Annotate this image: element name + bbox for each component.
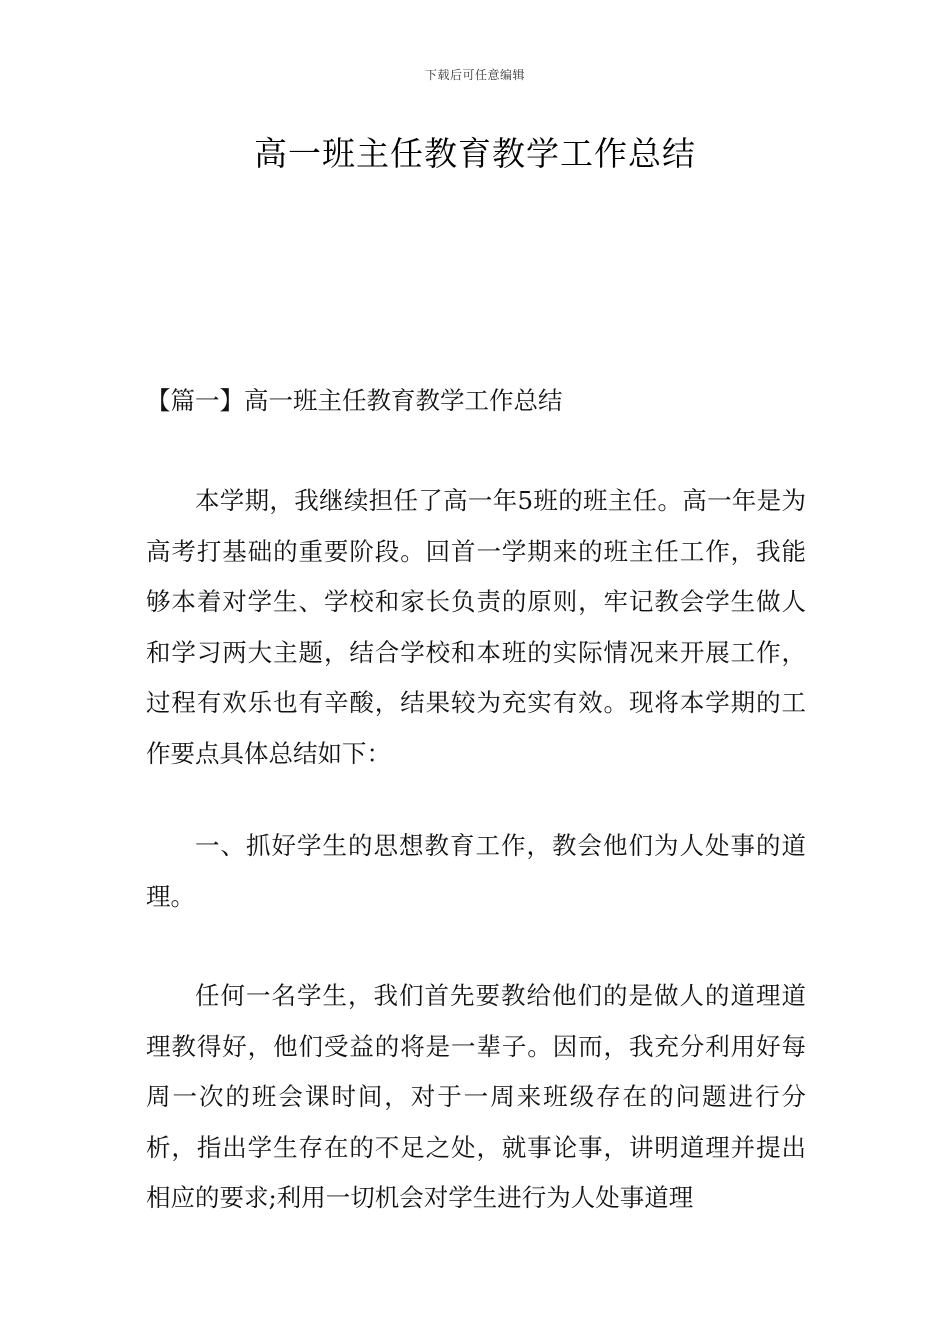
paragraph-block-2 (146, 821, 806, 922)
paragraph: 任何一名学生，我们首先要教给他们的是做人的道理道理教得好，他们受益的将是一辈子。因而，我充分利用好每周一次的班会课时间，对于一周来班级存在的问题进行分析，指出学生存在的不足之处，就事论事，讲明道理并提出相应的要求;利用一切机会对学生进行为人处事道理 (146, 981, 806, 1212)
paragraph: 本学期，我继续担任了高一年5班的班主任。高一年是为高考打基础的重要阶段。回首一学期来的班主任工作，我能够本着对学生、学校和家长负责的原则，牢记教会学生做人和学习两大主题，结合学校和本班的实际情况来开展工作，过程有欢乐也有辛酸，结果较为充实有效。现将本学期的工作要点具体总结如下： (146, 486, 806, 768)
paragraph-block-3 (146, 971, 806, 1224)
paragraph-block-1 (146, 476, 806, 779)
document-title: 高一班主任教育教学工作总结 (254, 134, 696, 173)
paragraph: 一、抓好学生的思想教育工作，教会他们为人处事的道理。 (146, 831, 806, 911)
section-heading: 【篇一】高一班主任教育教学工作总结 (146, 386, 563, 415)
header-note: 下载后可任意编辑 (424, 68, 525, 82)
section-heading-block (146, 376, 806, 427)
